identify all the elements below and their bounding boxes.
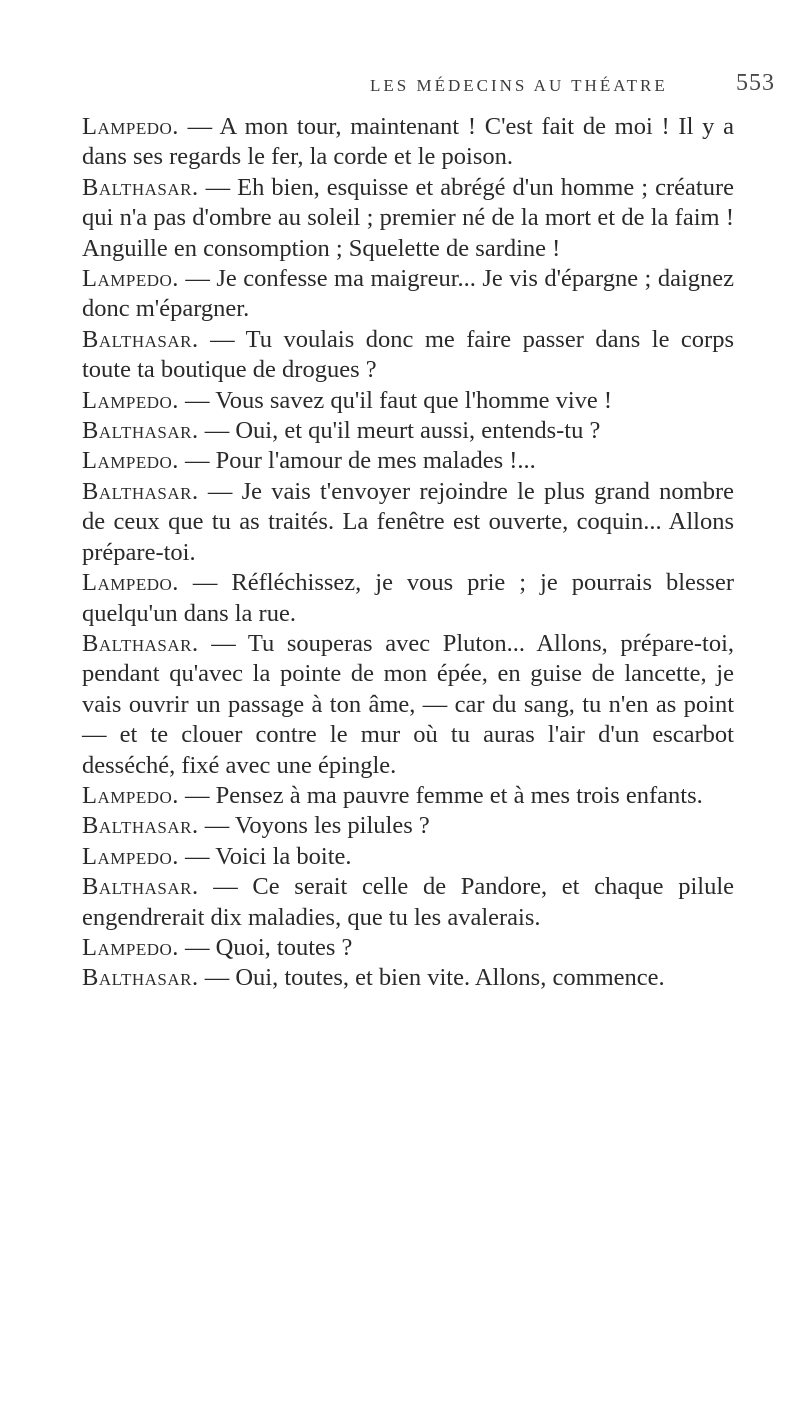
dialogue-entry (82, 963, 734, 993)
dialogue-line: — Pour l'amour de mes malades !... (185, 447, 536, 475)
speaker-name: Lampedo. (82, 447, 179, 475)
dialogue-entry (82, 173, 734, 264)
speaker-name: Lampedo. (82, 781, 179, 809)
dialogue-line: — Voici la boite. (185, 842, 352, 870)
dialogue-entry (82, 842, 734, 872)
dialogue-line: — A mon tour, maintenant ! C'est fait de moi ! Il y a dans ses regards le fer, la corde et le poison. (82, 113, 735, 171)
dialogue-entry (82, 872, 734, 933)
speaker-name: Balthasar. (82, 325, 199, 353)
dialogue-entry (82, 386, 734, 416)
dialogue-line: — Tu souperas avec Pluton... Allons, prépare-toi, pendant qu'avec la pointe de mon épée, en guise de lancette, je vais ouvrir un passage à ton âme, — car du sang, tu n'en as point — et te clouer contre le mur où tu auras l'air d'un escarbot desséché, fixé avec une épingle. (82, 629, 735, 779)
running-title: LES MÉDECINS AU THÉATRE (370, 76, 668, 95)
dialogue-line: — Ce serait celle de Pandore, et chaque pilule engendrerait dix maladies, que tu les avalerais. (82, 873, 734, 931)
dialogue-entry (82, 112, 734, 173)
speaker-name: Lampedo. (82, 933, 179, 961)
dialogue-line: — Oui, et qu'il meurt aussi, entends-tu ? (204, 417, 601, 445)
dialogue-entry (82, 416, 734, 446)
speaker-name: Balthasar. (82, 417, 199, 445)
dialogue-line: — Réfléchissez, je vous prie ; je pourrais blesser quelqu'un dans la rue. (82, 569, 734, 627)
dialogue-entry (82, 811, 734, 841)
speaker-name: Balthasar. (82, 629, 199, 657)
dialogue-entry (82, 446, 734, 476)
speaker-name: Lampedo. (82, 113, 179, 140)
speaker-name: Lampedo. (82, 842, 179, 870)
dialogue-entry (82, 933, 734, 963)
dialogue-line: — Eh bien, esquisse et abrégé d'un homme ; créature qui n'a pas d'ombre au soleil ; premier né de la mort et de la faim ! Anguille en consomption ; Squelette de sardine ! (82, 173, 734, 262)
speaker-name: Balthasar. (82, 964, 199, 992)
dialogue-line: — Voyons les pilules ? (204, 812, 430, 840)
dialogue-line: — Tu voulais donc me faire passer dans le corps toute ta boutique de drogues ? (82, 325, 735, 384)
dialogue-entry (82, 477, 734, 568)
dialogue-line: — Pensez à ma pauvre femme et à mes trois enfants. (185, 781, 703, 809)
dialogue-line: — Je confesse ma maigreur... Je vis d'épargne ; daignez donc m'épargner. (82, 265, 735, 323)
dialogue-line: — Vous savez qu'il faut que l'homme vive ! (185, 386, 613, 414)
dialogue-entry (82, 629, 734, 781)
dialogue-text (82, 112, 734, 994)
speaker-name: Lampedo. (82, 569, 179, 597)
dialogue-entry (82, 325, 734, 386)
dialogue-line: — Quoi, toutes ? (185, 933, 353, 961)
dialogue-line: — Oui, toutes, et bien vite. Allons, commence. (204, 964, 665, 992)
dialogue-entry (82, 781, 734, 811)
speaker-name: Lampedo. (82, 386, 179, 414)
dialogue-entry (82, 264, 734, 325)
speaker-name: Balthasar. (82, 812, 199, 840)
speaker-name: Balthasar. (82, 477, 199, 505)
dialogue-line: — Je vais t'envoyer rejoindre le plus grand nombre de ceux que tu as traités. La fenêtre est ouverte, coquin... Allons prépare-toi. (82, 477, 735, 566)
page-number: 553 (736, 70, 775, 96)
speaker-name: Lampedo. (82, 265, 179, 293)
speaker-name: Balthasar. (82, 873, 199, 901)
dialogue-entry (82, 568, 734, 629)
speaker-name: Balthasar. (82, 173, 199, 201)
